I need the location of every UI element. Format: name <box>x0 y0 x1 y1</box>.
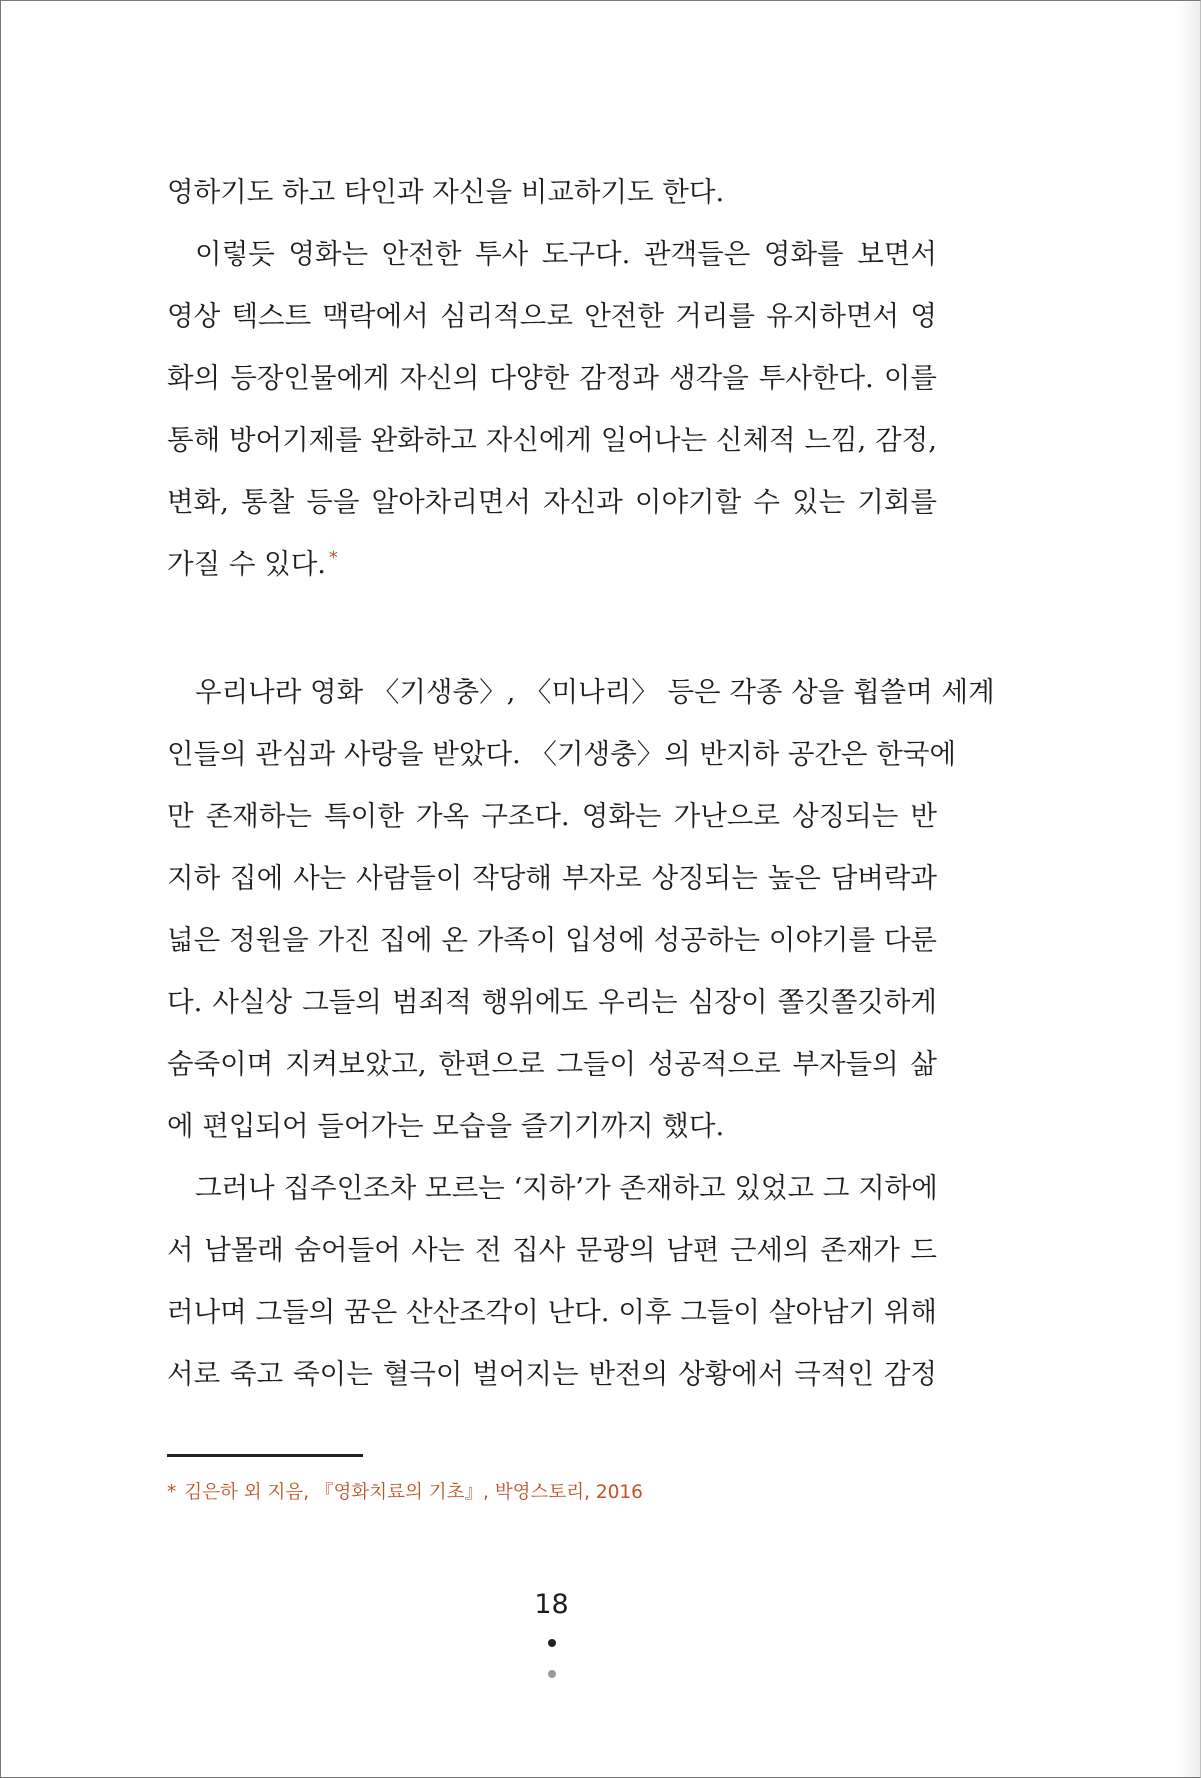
footnote-text: 김은하 외 지음, 『영화치료의 기초』, 박영스토리, 2016 <box>184 1482 643 1503</box>
page-indicator-dot[interactable] <box>548 1670 556 1678</box>
footnote-divider <box>167 1454 363 1457</box>
body-text <box>167 161 995 1405</box>
footnote <box>167 1478 643 1504</box>
page-indicator-dot-active[interactable] <box>548 1639 556 1647</box>
text-line: 영하기도 하고 타인과 자신을 비교하기도 한다. <box>167 176 725 208</box>
text-line: 변화, 통찰 등을 알아차리면서 자신과 이야기할 수 있는 기회를 <box>167 486 937 518</box>
text-line: 지하 집에 사는 사람들이 작당해 부자로 상징되는 높은 담벼락과 <box>167 862 937 894</box>
page-number: 18 <box>534 1589 569 1620</box>
text-line: 숨죽이며 지켜보았고, 한편으로 그들이 성공적으로 부자들의 삶 <box>167 1048 937 1080</box>
text-line: 영상 텍스트 맥락에서 심리적으로 안전한 거리를 유지하면서 영 <box>167 300 937 332</box>
footnote-star: * <box>167 1482 177 1503</box>
text-line: 가질 수 있다. <box>167 548 327 580</box>
paragraph-gap <box>167 595 937 661</box>
footnote-reference[interactable]: * <box>329 547 338 568</box>
text-line: 넓은 정원을 가진 집에 온 가족이 입성에 성공하는 이야기를 다룬 <box>167 924 937 956</box>
text-line: 화의 등장인물에게 자신의 다양한 감정과 생각을 투사한다. 이를 <box>167 362 937 394</box>
text-line: 통해 방어기제를 완화하고 자신에게 일어나는 신체적 느낌, 감정, <box>167 424 937 456</box>
text-line: 인들의 관심과 사랑을 받았다. 〈기생충〉의 반지하 공간은 한국에 <box>167 738 957 770</box>
text-line: 만 존재하는 특이한 가옥 구조다. 영화는 가난으로 상징되는 반 <box>167 800 937 832</box>
text-line: 에 편입되어 들어가는 모습을 즐기기까지 했다. <box>167 1110 725 1142</box>
text-line: 러나며 그들의 꿈은 산산조각이 난다. 이후 그들이 살아남기 위해 <box>167 1296 937 1328</box>
text-line-with-footnote <box>167 533 937 595</box>
text-line: 서로 죽고 죽이는 혈극이 벌어지는 반전의 상황에서 극적인 감정 <box>167 1358 937 1390</box>
text-line: 그러나 집주인조차 모르는 ‘지하’가 존재하고 있었고 그 지하에 <box>195 1172 938 1204</box>
text-line: 이렇듯 영화는 안전한 투사 도구다. 관객들은 영화를 보면서 <box>195 238 937 270</box>
text-line: 다. 사실상 그들의 범죄적 행위에도 우리는 심장이 쫄깃쫄깃하게 <box>167 986 937 1018</box>
text-line: 우리나라 영화 〈기생충〉, 〈미나리〉 등은 각종 상을 휩쓸며 세계 <box>195 676 995 708</box>
text-line: 서 남몰래 숨어들어 사는 전 집사 문광의 남편 근세의 존재가 드 <box>167 1234 937 1266</box>
